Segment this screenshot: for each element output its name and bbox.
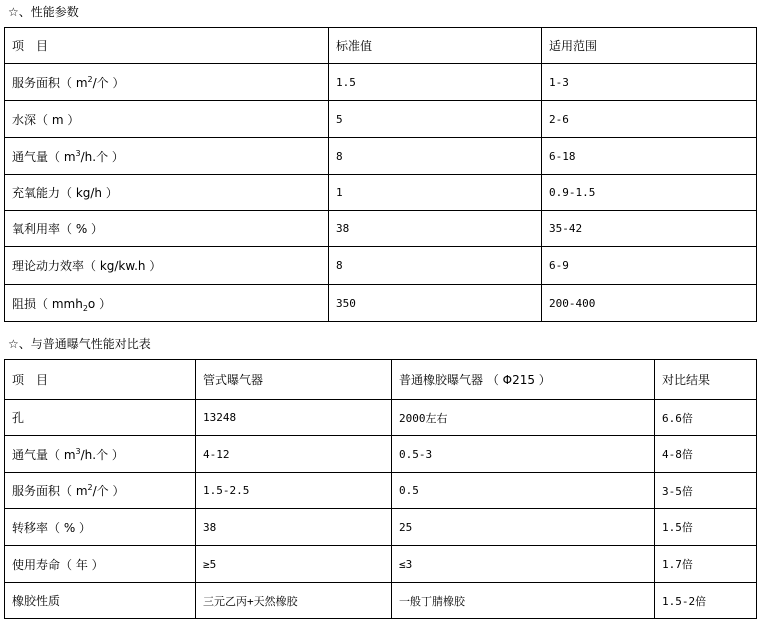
row-label [5, 436, 196, 473]
row-label [5, 509, 196, 546]
label-text: 橡胶性质 [12, 594, 61, 608]
applicable-range: 200-400 [542, 285, 757, 322]
comparison-result: 1.7倍 [655, 546, 757, 583]
applicable-range: 6-18 [542, 138, 757, 175]
table-header-row [5, 28, 757, 64]
table-row [5, 400, 757, 436]
label-text: 水深（ m ） [12, 112, 80, 127]
label-unit-tail: /h.个 ） [80, 447, 124, 462]
applicable-range: 35-42 [542, 211, 757, 247]
table-row [5, 247, 757, 285]
table-row [5, 583, 757, 619]
header-item: 项 目 [5, 28, 329, 64]
label-text: 通气量（ m [12, 447, 76, 462]
row-label [5, 138, 329, 175]
rubber-aerator-value: ≤3 [392, 546, 655, 583]
label-text: 阻损（ mmh [12, 296, 83, 311]
standard-value: 8 [329, 138, 542, 175]
tube-aerator-value: 13248 [196, 400, 392, 436]
row-label [5, 64, 329, 101]
tube-aerator-value: 1.5-2.5 [196, 473, 392, 509]
tube-aerator-value: 三元乙丙+天然橡胶 [196, 583, 392, 619]
rubber-aerator-value: 2000左右 [392, 400, 655, 436]
standard-value: 350 [329, 285, 542, 322]
row-label [5, 211, 329, 247]
rubber-aerator-value: 一般丁腈橡胶 [392, 583, 655, 619]
table-row [5, 509, 757, 546]
label-text: 转移率（ % ） [12, 520, 92, 535]
label-text: 氧利用率（ % ） [12, 222, 104, 236]
comparison-result: 1.5倍 [655, 509, 757, 546]
comparison-table [4, 359, 757, 619]
table-row [5, 211, 757, 247]
table-row [5, 138, 757, 175]
label-text: 孔 [12, 411, 25, 425]
table-row [5, 546, 757, 583]
rubber-aerator-value: 25 [392, 509, 655, 546]
table-row [5, 175, 757, 211]
row-label [5, 473, 196, 509]
label-text: 通气量（ m [12, 149, 76, 164]
label-subscript: 2 [82, 303, 88, 313]
table-row [5, 285, 757, 322]
label-text: 理论动力效率（ kg/kw.h ） [12, 259, 162, 273]
table-row [5, 436, 757, 473]
tube-aerator-value: 38 [196, 509, 392, 546]
label-unit-tail: o ） [87, 296, 112, 311]
label-superscript: 2 [87, 74, 93, 84]
label-unit-tail: /个 ） [92, 484, 125, 498]
label-text: 服务面积（ m [12, 484, 88, 498]
standard-value: 5 [329, 101, 542, 138]
applicable-range: 6-9 [542, 247, 757, 285]
header-rubber-aerator: 普通橡胶曝气器 （ Φ215 ） [392, 360, 655, 400]
tube-aerator-value: ≥5 [196, 546, 392, 583]
comparison-result: 6.6倍 [655, 400, 757, 436]
comparison-result: 3-5倍 [655, 473, 757, 509]
section2-heading: ☆、与普通曝气性能对比表 [8, 337, 151, 351]
applicable-range: 0.9-1.5 [542, 175, 757, 211]
label-unit-tail: /h.个 ） [80, 149, 124, 164]
standard-value: 1 [329, 175, 542, 211]
header-item: 项 目 [5, 360, 196, 400]
row-label [5, 400, 196, 436]
table-row [5, 473, 757, 509]
tube-aerator-value: 4-12 [196, 436, 392, 473]
standard-value: 1.5 [329, 64, 542, 101]
header-result: 对比结果 [655, 360, 757, 400]
section1-heading: ☆、性能参数 [8, 5, 79, 19]
performance-table [4, 27, 757, 322]
table-row [5, 64, 757, 101]
row-label [5, 285, 329, 322]
header-range: 适用范围 [542, 28, 757, 64]
row-label [5, 101, 329, 138]
table-header-row [5, 360, 757, 400]
applicable-range: 1-3 [542, 64, 757, 101]
header-tube-aerator: 管式曝气器 [196, 360, 392, 400]
label-unit-tail: /个 ） [92, 75, 125, 90]
row-label [5, 247, 329, 285]
comparison-result: 1.5-2倍 [655, 583, 757, 619]
label-text: 充氧能力（ kg/h ） [12, 186, 118, 200]
applicable-range: 2-6 [542, 101, 757, 138]
label-text: 服务面积（ m [12, 75, 88, 90]
table-row [5, 101, 757, 138]
comparison-result: 4-8倍 [655, 436, 757, 473]
label-superscript: 3 [75, 148, 81, 158]
label-superscript: 2 [87, 483, 93, 492]
header-standard: 标准值 [329, 28, 542, 64]
row-label [5, 546, 196, 583]
standard-value: 38 [329, 211, 542, 247]
row-label [5, 583, 196, 619]
label-text: 使用寿命（ 年 ） [12, 557, 104, 572]
label-superscript: 3 [75, 446, 81, 456]
standard-value: 8 [329, 247, 542, 285]
rubber-aerator-value: 0.5 [392, 473, 655, 509]
row-label [5, 175, 329, 211]
rubber-aerator-value: 0.5-3 [392, 436, 655, 473]
